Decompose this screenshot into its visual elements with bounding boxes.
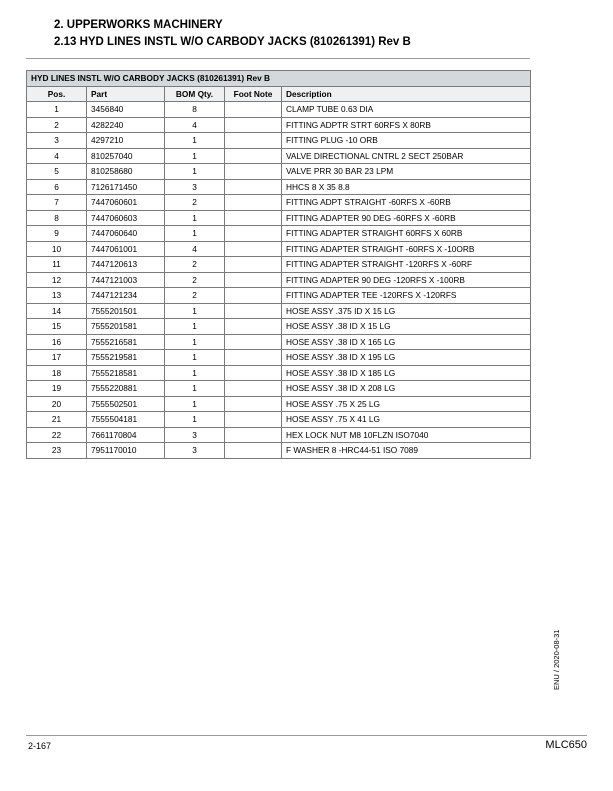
cell-bom-qty: 8 — [165, 102, 225, 118]
cell-description: HHCS 8 X 35 8.8 — [282, 179, 531, 195]
column-header-part: Part — [87, 86, 165, 102]
cell-foot-note — [225, 303, 282, 319]
bottom-divider — [26, 735, 587, 736]
cell-foot-note — [225, 396, 282, 412]
cell-description: FITTING ADAPTER 90 DEG -120RFS X -100RB — [282, 272, 531, 288]
cell-part: 7555504181 — [87, 412, 165, 428]
cell-bom-qty: 1 — [165, 226, 225, 242]
cell-description: FITTING ADAPTER STRAIGHT 60RFS X 60RB — [282, 226, 531, 242]
table-row — [27, 102, 531, 118]
cell-foot-note — [225, 117, 282, 133]
cell-pos: 5 — [27, 164, 87, 180]
cell-pos: 9 — [27, 226, 87, 242]
cell-pos: 19 — [27, 381, 87, 397]
cell-pos: 6 — [27, 179, 87, 195]
cell-description: CLAMP TUBE 0.63 DIA — [282, 102, 531, 118]
table-row — [27, 133, 531, 149]
cell-description: HOSE ASSY .375 ID X 15 LG — [282, 303, 531, 319]
cell-part: 7555219581 — [87, 350, 165, 366]
cell-foot-note — [225, 272, 282, 288]
cell-pos: 20 — [27, 396, 87, 412]
table-row — [27, 272, 531, 288]
cell-part: 7555502501 — [87, 396, 165, 412]
cell-pos: 11 — [27, 257, 87, 273]
cell-part: 7447121003 — [87, 272, 165, 288]
top-divider — [26, 58, 530, 59]
cell-pos: 12 — [27, 272, 87, 288]
cell-bom-qty: 4 — [165, 117, 225, 133]
cell-description: FITTING ADAPTER STRAIGHT -120RFS X -60RF — [282, 257, 531, 273]
table-row — [27, 412, 531, 428]
cell-bom-qty: 1 — [165, 133, 225, 149]
table-row — [27, 350, 531, 366]
cell-description: VALVE PRR 30 BAR 23 LPM — [282, 164, 531, 180]
cell-pos: 22 — [27, 427, 87, 443]
cell-part: 7447060603 — [87, 210, 165, 226]
cell-description: FITTING ADAPTER STRAIGHT -60RFS X -10ORB — [282, 241, 531, 257]
cell-pos: 17 — [27, 350, 87, 366]
table-row — [27, 427, 531, 443]
cell-part: 7447060640 — [87, 226, 165, 242]
table-row — [27, 381, 531, 397]
cell-foot-note — [225, 288, 282, 304]
cell-description: FITTING PLUG -10 ORB — [282, 133, 531, 149]
cell-bom-qty: 1 — [165, 319, 225, 335]
table-row — [27, 257, 531, 273]
cell-description: VALVE DIRECTIONAL CNTRL 2 SECT 250BAR — [282, 148, 531, 164]
cell-part: 4282240 — [87, 117, 165, 133]
cell-description: HOSE ASSY .38 ID X 208 LG — [282, 381, 531, 397]
cell-pos: 8 — [27, 210, 87, 226]
model-name: MLC650 — [545, 739, 587, 751]
cell-part: 7951170010 — [87, 443, 165, 459]
cell-part: 7555218581 — [87, 365, 165, 381]
cell-part: 7447121234 — [87, 288, 165, 304]
cell-foot-note — [225, 133, 282, 149]
cell-part: 3456840 — [87, 102, 165, 118]
cell-foot-note — [225, 412, 282, 428]
cell-description: HOSE ASSY .38 ID X 185 LG — [282, 365, 531, 381]
cell-description: HOSE ASSY .38 ID X 165 LG — [282, 334, 531, 350]
cell-bom-qty: 1 — [165, 164, 225, 180]
section-heading: 2.13 HYD LINES INSTL W/O CARBODY JACKS (810261391) Rev B — [54, 36, 411, 48]
cell-part: 7447120613 — [87, 257, 165, 273]
cell-bom-qty: 1 — [165, 396, 225, 412]
cell-pos: 14 — [27, 303, 87, 319]
cell-bom-qty: 3 — [165, 443, 225, 459]
page-number: 2-167 — [28, 741, 52, 751]
cell-description: FITTING ADPTR STRT 60RFS X 80RB — [282, 117, 531, 133]
cell-part: 7661170804 — [87, 427, 165, 443]
cell-bom-qty: 2 — [165, 195, 225, 211]
cell-bom-qty: 2 — [165, 288, 225, 304]
cell-bom-qty: 2 — [165, 257, 225, 273]
table-row — [27, 148, 531, 164]
cell-foot-note — [225, 164, 282, 180]
cell-description: HEX LOCK NUT M8 10FLZN ISO7040 — [282, 427, 531, 443]
table-row — [27, 241, 531, 257]
cell-bom-qty: 2 — [165, 272, 225, 288]
parts-table — [26, 70, 531, 459]
table-row — [27, 226, 531, 242]
cell-pos: 4 — [27, 148, 87, 164]
cell-bom-qty: 1 — [165, 334, 225, 350]
cell-bom-qty: 1 — [165, 303, 225, 319]
cell-bom-qty: 3 — [165, 427, 225, 443]
cell-part: 7126171450 — [87, 179, 165, 195]
cell-bom-qty: 4 — [165, 241, 225, 257]
table-row — [27, 164, 531, 180]
cell-pos: 7 — [27, 195, 87, 211]
cell-foot-note — [225, 179, 282, 195]
edition-date-label: ENU / 2020-08-31 — [552, 629, 561, 690]
cell-foot-note — [225, 102, 282, 118]
cell-description: HOSE ASSY .75 X 25 LG — [282, 396, 531, 412]
cell-part: 7555220881 — [87, 381, 165, 397]
cell-foot-note — [225, 226, 282, 242]
column-header-pos: Pos. — [27, 86, 87, 102]
table-row — [27, 195, 531, 211]
cell-pos: 10 — [27, 241, 87, 257]
chapter-heading: 2. UPPERWORKS MACHINERY — [54, 19, 223, 31]
column-header-foot-note: Foot Note — [225, 86, 282, 102]
cell-foot-note — [225, 210, 282, 226]
table-row — [27, 210, 531, 226]
cell-description: F WASHER 8 -HRC44-51 ISO 7089 — [282, 443, 531, 459]
column-header-description: Description — [282, 86, 531, 102]
cell-bom-qty: 1 — [165, 365, 225, 381]
cell-foot-note — [225, 148, 282, 164]
cell-pos: 15 — [27, 319, 87, 335]
cell-pos: 16 — [27, 334, 87, 350]
cell-bom-qty: 1 — [165, 350, 225, 366]
cell-pos: 23 — [27, 443, 87, 459]
cell-description: HOSE ASSY .38 ID X 15 LG — [282, 319, 531, 335]
cell-description: FITTING ADAPTER TEE -120RFS X -120RFS — [282, 288, 531, 304]
cell-pos: 3 — [27, 133, 87, 149]
cell-bom-qty: 3 — [165, 179, 225, 195]
cell-foot-note — [225, 350, 282, 366]
cell-foot-note — [225, 241, 282, 257]
cell-foot-note — [225, 365, 282, 381]
cell-foot-note — [225, 443, 282, 459]
cell-foot-note — [225, 427, 282, 443]
cell-bom-qty: 1 — [165, 210, 225, 226]
cell-foot-note — [225, 334, 282, 350]
column-header-bom-qty: BOM Qty. — [165, 86, 225, 102]
table-row — [27, 334, 531, 350]
cell-pos: 21 — [27, 412, 87, 428]
table-row — [27, 365, 531, 381]
table-row — [27, 117, 531, 133]
cell-pos: 2 — [27, 117, 87, 133]
cell-part: 7555216581 — [87, 334, 165, 350]
table-row — [27, 179, 531, 195]
cell-part: 7447061001 — [87, 241, 165, 257]
cell-part: 7447060601 — [87, 195, 165, 211]
cell-pos: 1 — [27, 102, 87, 118]
table-row — [27, 396, 531, 412]
cell-bom-qty: 1 — [165, 412, 225, 428]
cell-part: 7555201501 — [87, 303, 165, 319]
cell-part: 810257040 — [87, 148, 165, 164]
table-title: HYD LINES INSTL W/O CARBODY JACKS (810261391) Rev B — [27, 71, 531, 87]
cell-description: FITTING ADAPTER 90 DEG -60RFS X -60RB — [282, 210, 531, 226]
cell-bom-qty: 1 — [165, 381, 225, 397]
cell-description: HOSE ASSY .75 X 41 LG — [282, 412, 531, 428]
cell-description: FITTING ADPT STRAIGHT -60RFS X -60RB — [282, 195, 531, 211]
cell-pos: 18 — [27, 365, 87, 381]
table-row — [27, 303, 531, 319]
table-row — [27, 443, 531, 459]
cell-foot-note — [225, 195, 282, 211]
cell-bom-qty: 1 — [165, 148, 225, 164]
cell-foot-note — [225, 319, 282, 335]
cell-description: HOSE ASSY .38 ID X 195 LG — [282, 350, 531, 366]
table-row — [27, 319, 531, 335]
cell-part: 7555201581 — [87, 319, 165, 335]
cell-foot-note — [225, 381, 282, 397]
cell-part: 810258680 — [87, 164, 165, 180]
cell-foot-note — [225, 257, 282, 273]
cell-pos: 13 — [27, 288, 87, 304]
table-row — [27, 288, 531, 304]
cell-part: 4297210 — [87, 133, 165, 149]
